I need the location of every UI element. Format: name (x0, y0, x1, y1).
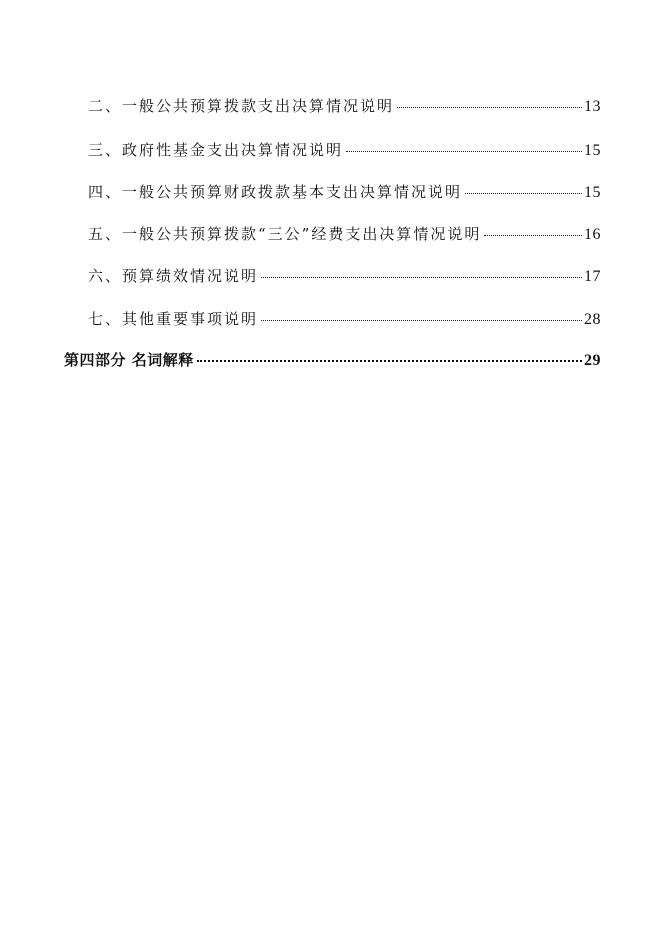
toc-page-number: 28 (584, 311, 601, 328)
toc-entry-three-public-expenses (88, 224, 601, 245)
toc-entry-title: 二、一般公共预算拨款支出决算情况说明 (88, 97, 395, 115)
toc-dot-leader (261, 320, 582, 321)
toc-entry-performance (88, 266, 601, 287)
toc-entry-title: 三、政府性基金支出决算情况说明 (88, 141, 344, 159)
toc-entry-title: 四、一般公共预算财政拨款基本支出决算情况说明 (88, 183, 463, 201)
toc-dot-leader (484, 235, 582, 236)
toc-dot-leader (261, 277, 582, 278)
toc-page-number: 15 (584, 142, 601, 159)
toc-entry-other-matters (88, 309, 601, 330)
toc-dot-leader (346, 151, 582, 152)
toc-entry-title: 五、一般公共预算拨款“三公”经费支出决算情况说明 (88, 225, 482, 243)
toc-entry-title: 七、其他重要事项说明 (88, 310, 259, 328)
toc-page-number: 16 (584, 226, 601, 243)
toc-page-number: 29 (584, 352, 601, 369)
toc-dot-leader (397, 107, 582, 108)
toc-entry-budget-appropriation-expenditure (88, 96, 601, 117)
toc-page-number: 13 (584, 98, 601, 115)
toc-entry-title: 六、预算绩效情况说明 (88, 267, 259, 285)
toc-part-title: 第四部分 名词解释 (64, 351, 194, 369)
toc-part-glossary (64, 350, 601, 371)
toc-page-number: 17 (584, 268, 601, 285)
toc-dot-leader (465, 193, 582, 194)
toc-dot-leader (197, 360, 582, 362)
toc-page-number: 15 (584, 184, 601, 201)
toc-entry-basic-expenditure (88, 182, 601, 203)
toc-entry-government-fund-expenditure (88, 140, 601, 161)
